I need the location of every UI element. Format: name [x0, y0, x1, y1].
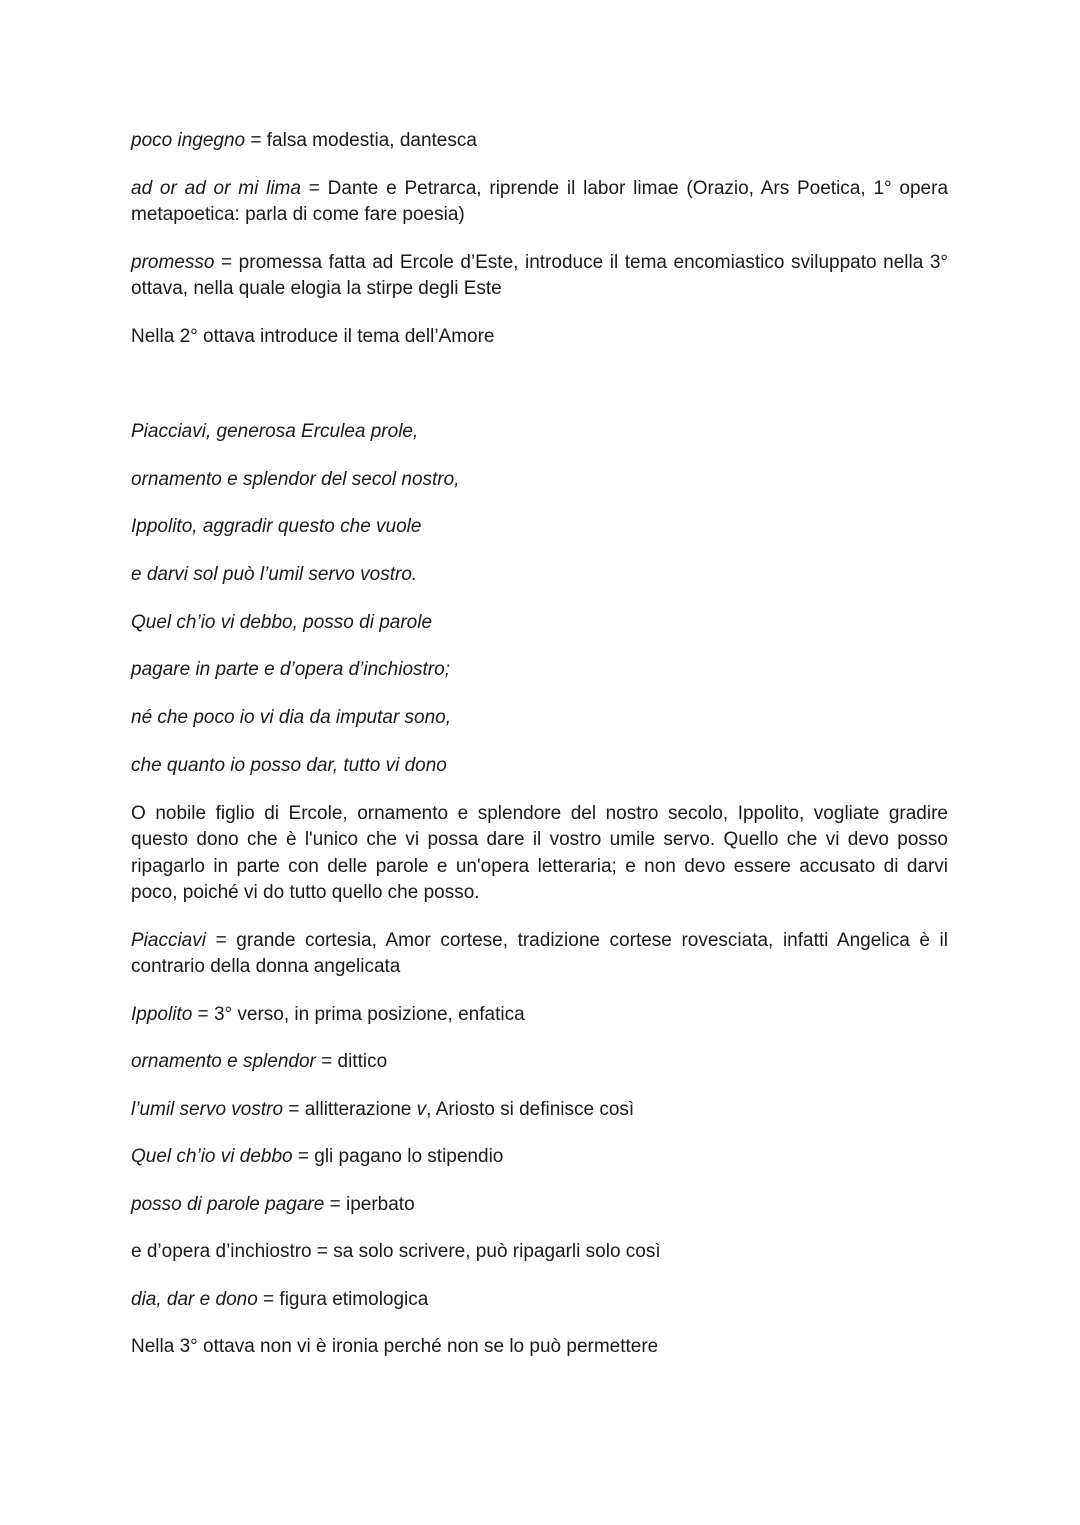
verse-line: Ippolito, aggradir questo che vuole [131, 516, 422, 538]
closing-note: Nella 3° ottava non vi è ironia perché non se lo può permettere [131, 1336, 659, 1357]
note-poco-ingegno [131, 128, 948, 155]
note-text: , Ariosto si definisce così [426, 1098, 635, 1120]
note-sep: = [283, 1098, 305, 1120]
note-text: iperbato [345, 1193, 415, 1215]
verse-line: Piacciavi, generosa Erculea prole, [131, 421, 419, 442]
note-text: 3° verso, in prima posizione, enfatica [213, 1003, 525, 1025]
note-sep: = [205, 929, 237, 951]
note-sep: = [300, 177, 328, 199]
note-text: allitterazione [304, 1098, 417, 1120]
verse-line: né che poco io vi dia da imputar sono, [131, 707, 452, 729]
note-sep: = [192, 1003, 214, 1025]
note-sep: = [292, 1146, 315, 1167]
note-term: poco ingegno [131, 130, 246, 151]
verse-line: pagare in parte e d’opera d’inchiostro; [131, 659, 450, 681]
verse-line: Quel ch’io vi debbo, posso di parole [131, 611, 433, 633]
note-promesso [131, 250, 948, 303]
note-term: promesso [131, 251, 215, 273]
note-term: Piacciavi [131, 929, 206, 951]
note-sep: = [214, 251, 239, 273]
note-text: dittico [337, 1051, 388, 1072]
note-term: ornamento e splendor [131, 1051, 316, 1072]
note-letter: v [416, 1098, 427, 1120]
note-text: figura etimologica [279, 1288, 429, 1310]
note-text: promessa fatta ad Ercole d’Este, introduce il tema encomiastico sviluppato nella 3° ottava, nella quale elogia la stirpe degli Este [131, 251, 949, 299]
note-sep: = [245, 130, 267, 151]
note-dia-dar-e-dono [131, 1287, 948, 1314]
note-term: dia, dar e dono [131, 1288, 258, 1310]
note-umil-servo-vostro [131, 1097, 948, 1124]
note-sep: = [315, 1051, 338, 1072]
note-term: Ippolito [131, 1003, 193, 1025]
note-term: posso di parole pagare [131, 1193, 325, 1215]
verse-line: ornamento e splendor del secol nostro, [131, 468, 460, 490]
paraphrase: O nobile figlio di Ercole, ornamento e splendore del nostro secolo, Ippolito, vogliate gradire questo dono che è l'unico che vi possa dare il vostro umile servo. Quello che vi devo posso ripagarlo in parte con delle parole e un'opera letteraria; e non devo essere accusato di darvi poco, poiché vi do tutto quello che posso. [131, 802, 948, 903]
octave-verses [131, 419, 948, 779]
note-term: ad or ad or mi lima [131, 177, 301, 199]
note-term: l’umil servo vostro [131, 1098, 284, 1120]
document-page [131, 128, 948, 1382]
note-text: falsa modestia, dantesca [266, 130, 477, 151]
verse-line: e darvi sol può l’umil servo vostro. [131, 564, 418, 586]
note-posso-di-parole-pagare [131, 1192, 948, 1219]
note-ippolito [131, 1002, 948, 1029]
intro-second-octave: Nella 2° ottava introduce il tema dell’Amore [131, 325, 495, 347]
note-term: Quel ch’io vi debbo [131, 1146, 293, 1167]
note-quel-chio-vi-debbo [131, 1144, 948, 1171]
note-ad-or-ad-or-mi-lima [131, 176, 948, 229]
spacer [131, 371, 948, 419]
note-piacciavi [131, 928, 948, 981]
note-sep: = [257, 1288, 280, 1310]
note-text: Dante e Petrarca, riprende il labor limae (Orazio, Ars Poetica, 1° opera metapoetica: parla di come fare poesia) [131, 177, 949, 225]
note-opera-dinchiostro: e d’opera d’inchiostro = sa solo scrivere, può ripagarli solo così [131, 1241, 661, 1262]
note-sep: = [324, 1193, 346, 1215]
note-text: grande cortesia, Amor cortese, tradizione cortese rovesciata, infatti Angelica è il contrario della donna angelicata [131, 929, 948, 977]
verse-line: che quanto io posso dar, tutto vi dono [131, 754, 447, 776]
note-text: gli pagano lo stipendio [314, 1146, 504, 1167]
note-ornamento-e-splendor [131, 1049, 948, 1076]
